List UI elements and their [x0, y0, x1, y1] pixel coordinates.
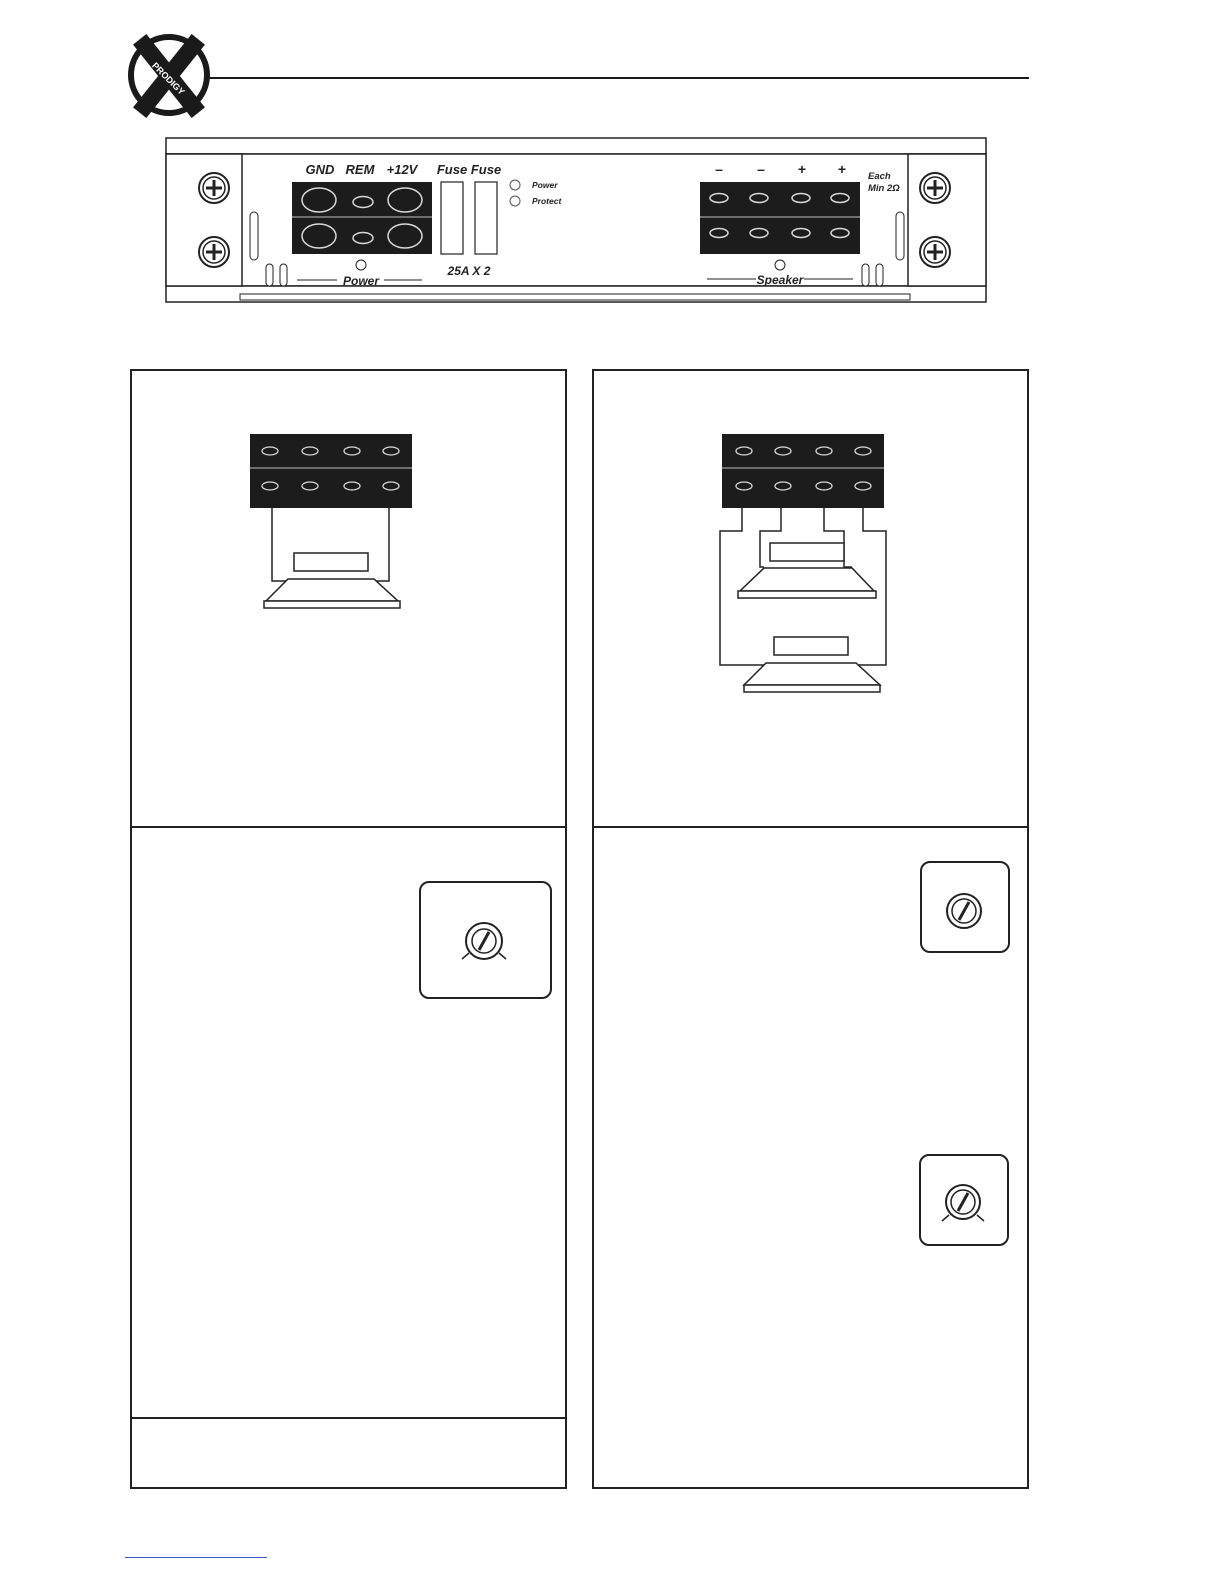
- bridged-wiring-panel: [592, 369, 1029, 828]
- bridged-wiring-diagram: [594, 371, 1027, 826]
- power-led-icon: [510, 180, 520, 190]
- polarity-label: –: [757, 161, 765, 177]
- power-terminal-block: [292, 182, 432, 254]
- speaker-group-label: Speaker: [756, 273, 804, 287]
- gain-knob-box: [419, 881, 552, 999]
- protect-led-label: Protect: [532, 196, 562, 206]
- gnd-label: GND: [305, 162, 335, 177]
- frequency-knob-box: [920, 861, 1010, 953]
- note-box: [132, 1417, 565, 1487]
- header: [125, 34, 1045, 120]
- polarity-label: –: [715, 161, 723, 177]
- protect-led-icon: [510, 196, 520, 206]
- gain-knob-icon[interactable]: [421, 883, 550, 997]
- fuse-label-1: Fuse: [436, 162, 468, 177]
- speaker-note-line2: Min 2Ω: [868, 183, 900, 194]
- fuse-label-2: Fuse: [470, 162, 502, 177]
- fuse-rating: 25A X 2: [447, 264, 491, 278]
- bass-boost-knob-box: [919, 1154, 1009, 1246]
- fuse-slot: [441, 182, 463, 254]
- amplifier-panel: [160, 132, 994, 308]
- plus12v-label: +12V: [386, 162, 418, 177]
- gain-control-panel: [130, 826, 567, 1489]
- screw-icon: [920, 237, 950, 267]
- logo-text: PRODIGY: [150, 60, 187, 97]
- stereo-wiring-panel: [130, 369, 567, 828]
- speaker-terminal-block: [700, 182, 860, 254]
- fuse-slot: [475, 182, 497, 254]
- screw-icon: [920, 173, 950, 203]
- polarity-label: +: [797, 161, 807, 177]
- speaker-icon: [738, 543, 876, 598]
- rem-label: REM: [345, 162, 375, 177]
- crossover-control-panel: [592, 826, 1029, 1489]
- power-led-label: Power: [532, 180, 558, 190]
- polarity-label: +: [837, 161, 847, 177]
- power-group-label: Power: [342, 274, 380, 288]
- prodigy-x-logo: [131, 37, 207, 113]
- frequency-knob-icon[interactable]: [922, 863, 1008, 951]
- bass-boost-knob-icon[interactable]: [921, 1156, 1007, 1244]
- footer-link-underline[interactable]: [125, 1557, 267, 1558]
- screw-icon: [199, 173, 229, 203]
- stereo-wiring-diagram: [132, 371, 565, 826]
- screw-icon: [199, 237, 229, 267]
- speaker-note-line1: Each: [868, 171, 891, 182]
